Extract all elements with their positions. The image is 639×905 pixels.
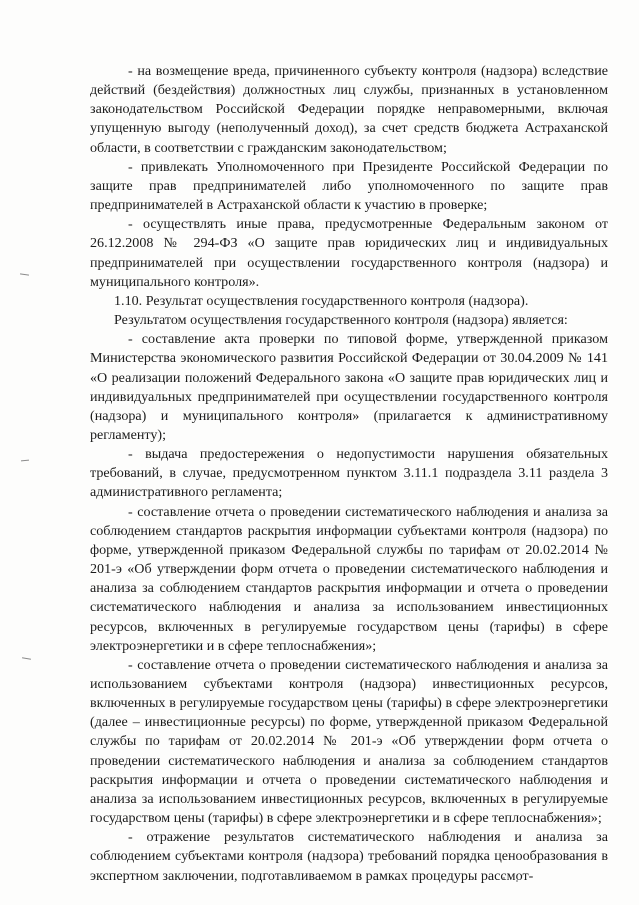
paragraph-disclosure-report: - составление отчета о проведении систематического наблюдения и анализа за соблюдением стандартов раскрытия информации субъектами контроля (надзора) по форме, утвержденной приказом Федеральной службы по тарифам от 20.02.2014 № 201-э «Об утверждении форм отчета о проведении систематического наблюдения и анализа за соблюдением стандартов раскрытия информации и отчета о проведении систематического наблюдения и анализа за использованием инвестиционных ресурсов, включенных в регулируемые государством цены (тарифы) в сфере электроэнергетики и в сфере теплоснабжения»; <box>90 503 608 654</box>
paragraph-other-rights: - осуществлять иные права, предусмотренные Федеральным законом от 26.12.2008 № 294-ФЗ «О защите прав юридических лиц и индивидуальных предпринимателей при осуществлении государственного контроля (надзора) и муниципального контроля». <box>90 216 608 290</box>
paragraph-result-intro: Результатом осуществления государственного контроля (надзора) является: <box>114 312 568 329</box>
paragraph-investment-report: - составление отчета о проведении систематического наблюдения и анализа за использованием субъектами контроля (надзора) инвестиционных ресурсов, включенных в регулируемые государством цены (тарифы) в сфере электроэнергетики (далее – инвестиционные ресурсы) по форме, утвержденной приказом Федеральной службы по тарифам от 20.02.2014 № 201-э «Об утверждении форм отчета о проведении систематического наблюдения и анализа за соблюдением стандартов раскрытия информации и отчета о проведении систематического наблюдения и анализа за использованием инвестиционных ресурсов, включенных в регулируемые государством цены (тарифы) в сфере электроэнергетики и в сфере теплоснабжения»; <box>90 656 608 827</box>
scan-margin-mark <box>22 657 31 660</box>
document-body <box>90 62 608 886</box>
paragraph-inspection-act: - составление акта проверки по типовой форме, утвержденной приказом Министерства экономического развития Российской Федерации от 30.04.2009 № 141 «О реализации положений Федерального закона «О защите прав юридических лиц и индивидуальных предпринимателей при осуществлении государственного контроля (надзора) и муниципального контроля» (прилагается к административному регламенту); <box>90 331 608 443</box>
paragraph-compensation: - на возмещение вреда, причиненного субъекту контроля (надзора) вследствие действий (бездействия) должностных лиц службы, признанных в установленном законодательством Российской Федерации порядке неправомерными, включая упущенную выгоду (неполученный доход), за счет средств бюджета Астраханской области, в соответствии с гражданским законодательством; <box>90 63 608 156</box>
scan-margin-mark <box>20 273 29 275</box>
paragraph-pricing-results: - отражение результатов систематического наблюдения и анализа за соблюдением субъектами контроля (надзора) требований порядка ценообразования в экспертном заключении, подготавливаемом в рамках процедуры рассмот- <box>90 829 608 884</box>
paragraph-warning: - выдача предостережения о недопустимости нарушения обязательных требований, в случае, предусмотренном пунктом 3.11.1 подраздела 3.11 раздела 3 административного регламента; <box>90 446 608 501</box>
section-heading-1-10: 1.10. Результат осуществления государственного контроля (надзора). <box>114 292 529 309</box>
scan-margin-mark <box>21 460 29 462</box>
paragraph-ombudsman: - привлекать Уполномоченного при Президенте Российской Федерации по защите прав предпринимателей либо уполномоченного по защите прав предпринимателей в Астраханской области к участию в проверке; <box>90 158 608 214</box>
